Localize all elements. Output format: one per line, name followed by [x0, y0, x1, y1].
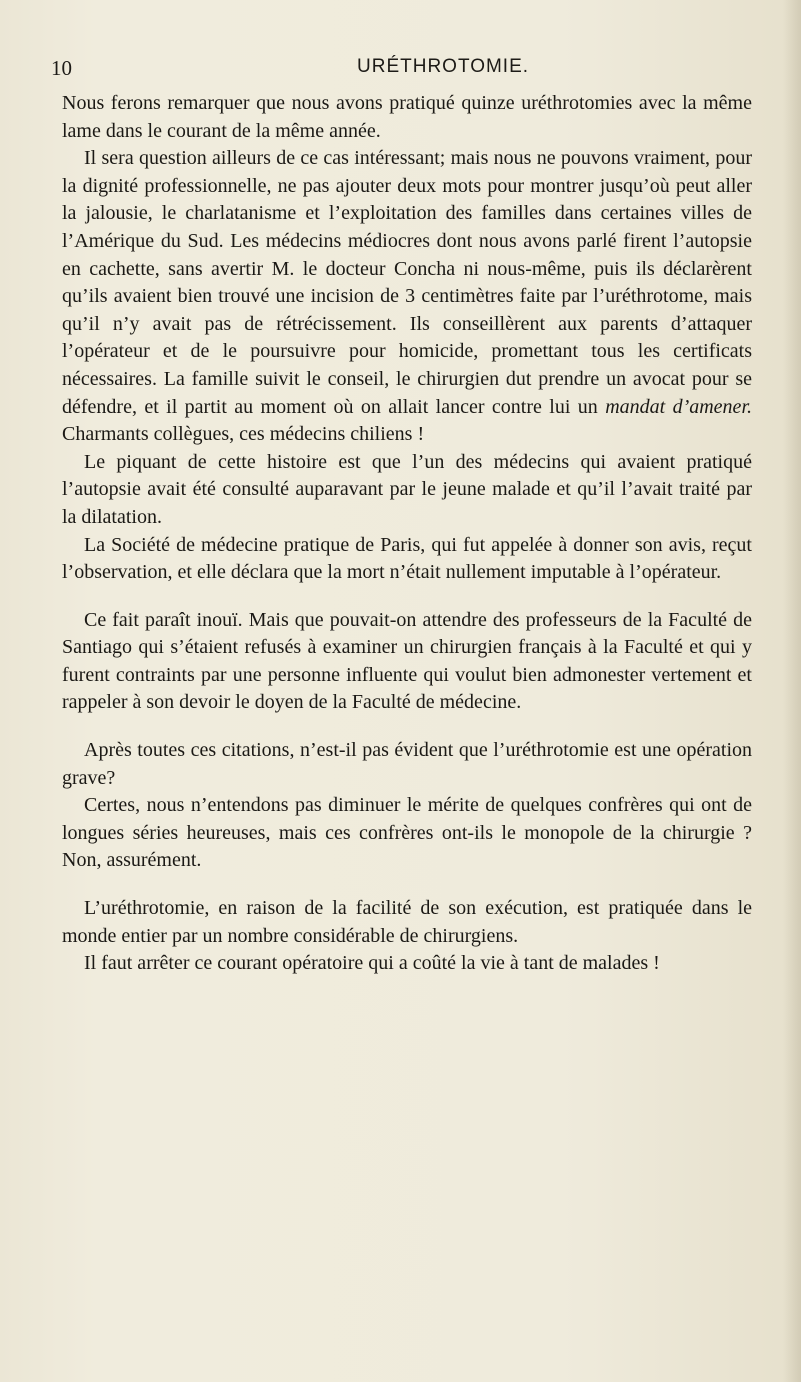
spacer [62, 587, 752, 607]
paragraph-2 [62, 145, 752, 449]
paragraph-8: L’uréthrotomie, en raison de la facilité de son exécution, est pratiquée dans le monde entier par un nombre considérable de chirurgiens. [62, 897, 752, 947]
page-text [62, 90, 752, 978]
spacer [62, 717, 752, 737]
paragraph-1: Nous ferons remarquer que nous avons pratiqué quinze uréthrotomies avec la même lame dans le courant de la même année. [62, 92, 752, 142]
paragraph-2-text: Il sera question ailleurs de ce cas intéressant; mais nous ne pouvons vraiment, pour la dignité professionnelle, ne pas ajouter deux mots pour montrer jusqu’où peut aller la jalousie, le charlatanisme et l’exploitation des familles dans certaines villes de l’Amérique du Sud. Les médecins médiocres dont nous avons parlé firent l’autopsie en cachette, sans avertir M. le docteur Concha ni nous-même, puis ils déclarèrent qu’ils avaient bien trouvé une incision de 3 centimètres faite par l’uréthrotome, mais qu’il n’y avait pas de rétrécissement. Ils conseillèrent aux parents d’attaquer l’opérateur et de le poursuivre pour homicide, promettant tous les certificats nécessaires. La famille suivit le conseil, le chirurgien dut prendre un avocat pour se défendre, et il partit au moment où on allait lancer contre lui un [62, 147, 752, 418]
paragraph-2-end: Charmants collègues, ces médecins chiliens ! [62, 423, 425, 446]
page-header [51, 48, 751, 88]
paragraph-7: Certes, nous n’entendons pas diminuer le mérite de quelques confrères qui ont de longues séries heureuses, mais ces confrères ont-ils le monopole de la chirurgie ? Non, assurément. [62, 794, 752, 872]
paragraph-5: Ce fait paraît inouï. Mais que pouvait-on attendre des professeurs de la Faculté de Santiago qui s’étaient refusés à examiner un chirurgien français à la Faculté et qui y furent contraints par une personne influente qui voulut bien admonester vertement et rappeler à son devoir le doyen de la Faculté de médecine. [62, 608, 752, 714]
paragraph-9: Il faut arrêter ce courant opératoire qui a coûté la vie à tant de malades ! [84, 952, 660, 975]
running-head: URÉTHROTOMIE. [357, 56, 530, 77]
paragraph-6: Après toutes ces citations, n’est-il pas évident que l’uréthrotomie est une opération grave? [62, 739, 752, 789]
paragraph-2-italic: mandat d’amener. [605, 395, 753, 418]
page-number: 10 [51, 56, 72, 80]
paragraph-4: La Société de médecine pratique de Paris, qui fut appelée à donner son avis, reçut l’observation, et elle déclara que la mort n’était nullement imputable à l’opérateur. [62, 533, 752, 584]
paragraph-3: Le piquant de cette histoire est que l’un des médecins qui avaient pratiqué l’autopsie avait été consulté auparavant par le jeune malade et qu’il l’avait traité par la dilatation. [62, 450, 752, 528]
page-edge-shadow [783, 0, 801, 1382]
spacer [62, 875, 752, 895]
